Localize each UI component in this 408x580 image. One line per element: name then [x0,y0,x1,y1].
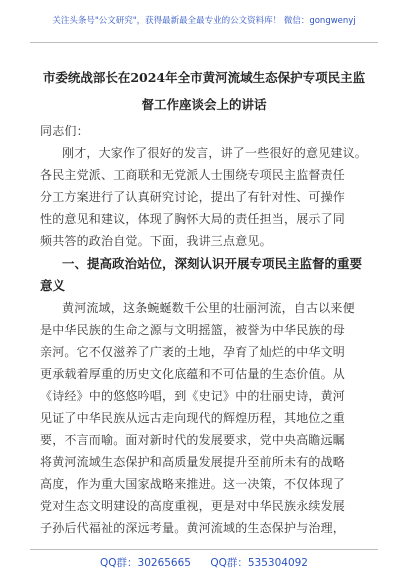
para2-line: 更承载着厚重的历史文化底蕴和不可估量的生态价值。从 [40,367,346,381]
para1-line: 频共答的政治自觉。下面，我讲三点意见。 [40,234,272,248]
para1-line: 性的意见和建议，体现了胸怀大局的责任担当，展示了同 [40,212,346,226]
para2-line: 党对生态文明建设的高度重视，更是对中华民族永续发展 [40,499,346,513]
para2-line: 是中华民族的生命之源与文明摇篮，被誉为中华民族的母 [40,323,346,337]
para2-line: 要，不言而喻。面对新时代的发展要求，党中央高瞻远瞩 [40,433,346,447]
para1-line: 分工方案进行了认真研究讨论，提出了有针对性、可操作 [40,190,346,204]
salutation: 同志们： [40,124,89,138]
para2-line: 子孙后代福祉的深远考量。黄河流域的生态保护与治理， [40,521,346,535]
para1-line: 刚才，大家作了很好的发言，讲了一些很好的意见建议。 [62,146,368,160]
para2-line: 将黄河流域生态保护和高质量发展提升至前所未有的战略 [40,455,346,469]
footer-qq-group-1: QQ群：30265665 [100,557,191,569]
section-heading-line1: 一、提高政治站位，深刻认识开展专项民主监督的重要 [62,256,363,271]
para2-line: 见证了中华民族从远古走向现代的辉煌历程，其地位之重 [40,411,346,425]
section-heading-line2: 意义 [40,278,66,293]
footer-divider [30,549,378,550]
para2-line: 黄河流域，这条蜿蜒数千公里的壮丽河流，自古以来便 [62,301,355,315]
para2-line: 高度，作为重大国家战略来推进。这一决策，不仅体现了 [40,477,346,491]
footer-contacts [0,555,408,570]
footer-qq-group-2: QQ群：535304092 [210,557,308,569]
header-divider [30,42,378,43]
doc-title-line1: 市委统战部长在2024年全市黄河流域生态保护专项民主监 [42,70,366,85]
doc-title-line2: 督工作座谈会上的讲话 [141,97,267,112]
para1-line: 各民主党派、工商联和无党派人士围绕专项民主监督责任 [40,168,346,182]
header-notice: 关注头条号"公文研究"，获得最新最全最专业的公文资料库！ 微信：gongwenyj [52,16,356,26]
para2-line: 亲河。它不仅滋养了广袤的土地，孕育了灿烂的中华文明 [40,345,346,359]
para2-line: 《诗经》中的悠悠吟唱，到《史记》中的壮丽史诗，黄河 [40,389,346,403]
